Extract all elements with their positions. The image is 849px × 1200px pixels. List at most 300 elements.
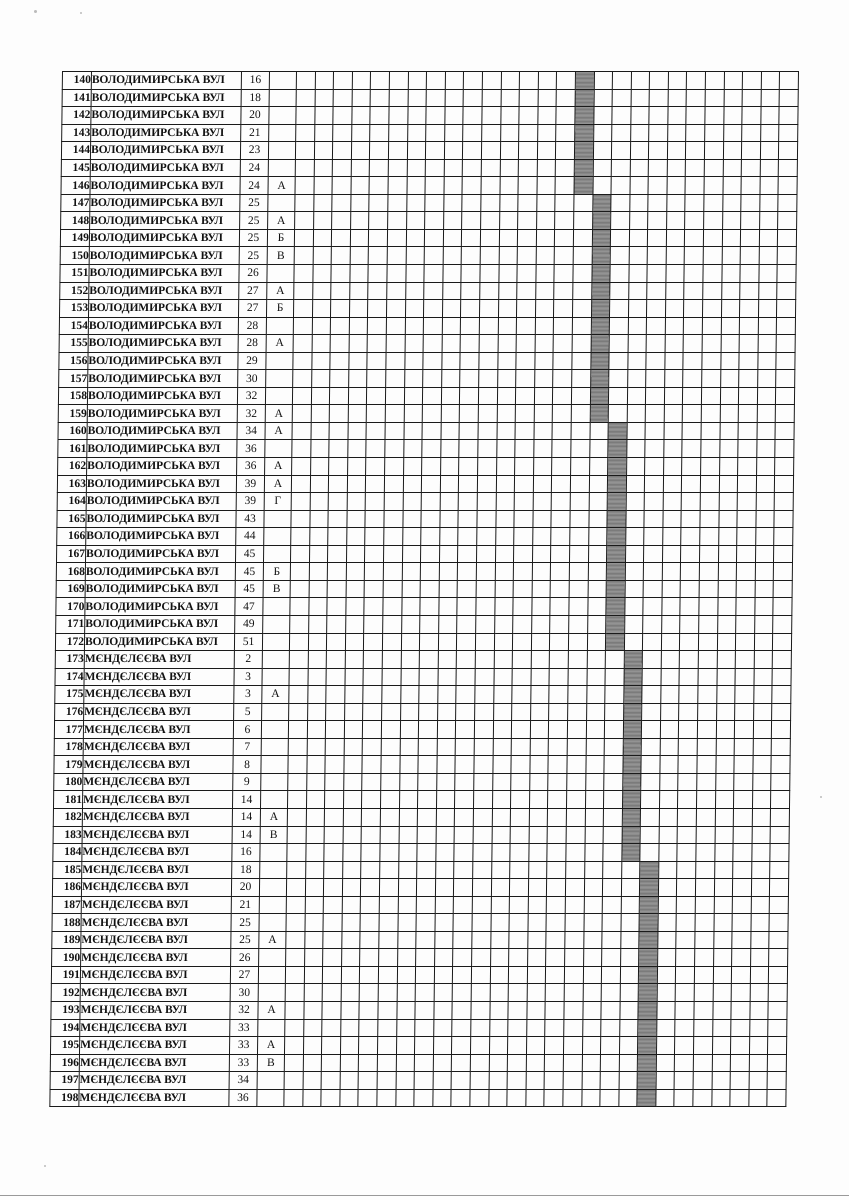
grid-cell [552, 422, 571, 440]
grid-cell [518, 177, 537, 195]
grid-cell [601, 984, 620, 1002]
grid-cell [444, 142, 463, 160]
house-number: 33 [229, 1054, 257, 1072]
grid-cell [406, 247, 425, 265]
row-number: 175 [55, 686, 84, 704]
grid-cell [656, 1037, 675, 1055]
grid-cell [294, 229, 313, 247]
grid-cell [346, 545, 365, 563]
grid-cell [527, 984, 546, 1002]
grid-cell [515, 458, 534, 476]
grid-cell [536, 212, 555, 230]
grid-cell [582, 1001, 601, 1019]
grid-cell [294, 265, 313, 283]
grid-cell [437, 756, 456, 774]
grid-cell [685, 247, 704, 265]
shaded-mark-cell [608, 458, 627, 476]
grid-cell [683, 387, 702, 405]
grid-cell [567, 721, 586, 739]
grid-cell [473, 844, 492, 862]
row-number: 161 [58, 440, 87, 458]
grid-cell [363, 668, 382, 686]
grid-cell [777, 335, 796, 353]
house-letter [261, 756, 288, 774]
grid-cell [531, 668, 550, 686]
grid-cell [585, 756, 604, 774]
grid-cell [779, 159, 798, 177]
grid-cell [680, 651, 699, 669]
grid-cell [533, 458, 552, 476]
grid-cell [519, 107, 538, 125]
grid-cell [329, 458, 348, 476]
shaded-mark-cell [592, 194, 611, 212]
grid-cell [721, 352, 740, 370]
house-number: 2 [234, 651, 262, 669]
grid-cell [757, 387, 776, 405]
grid-cell [563, 1037, 582, 1055]
row-number: 185 [53, 861, 82, 879]
grid-cell [341, 984, 360, 1002]
grid-cell [439, 528, 458, 546]
shaded-mark-cell [624, 651, 643, 669]
grid-cell [627, 405, 646, 423]
grid-cell [476, 580, 495, 598]
grid-cell [456, 721, 475, 739]
grid-cell [330, 370, 349, 388]
table-row [61, 142, 797, 160]
grid-cell [589, 440, 608, 458]
grid-cell [550, 633, 569, 651]
table-row [57, 475, 793, 493]
grid-cell [603, 879, 622, 897]
grid-cell [621, 914, 640, 932]
grid-cell [567, 773, 586, 791]
house-number: 33 [230, 1019, 258, 1037]
grid-cell [549, 703, 568, 721]
grid-cell [720, 370, 739, 388]
grid-cell [717, 668, 736, 686]
grid-cell [366, 440, 385, 458]
grid-cell [750, 984, 769, 1002]
grid-cell [460, 335, 479, 353]
grid-cell [659, 861, 678, 879]
grid-cell [498, 265, 517, 283]
grid-cell [494, 651, 513, 669]
grid-cell [511, 721, 530, 739]
grid-cell [761, 89, 780, 107]
grid-cell [421, 493, 440, 511]
grid-cell [322, 984, 341, 1002]
grid-cell [493, 721, 512, 739]
grid-cell [445, 89, 464, 107]
grid-cell [564, 949, 583, 967]
street-name: ВОЛОДИМИРСЬКА ВУЛ [90, 142, 240, 160]
grid-cell [738, 405, 757, 423]
row-number: 165 [57, 510, 86, 528]
grid-cell [474, 703, 493, 721]
shaded-mark-cell [607, 545, 626, 563]
grid-cell [407, 107, 426, 125]
grid-cell [682, 422, 701, 440]
grid-cell [352, 107, 371, 125]
grid-cell [302, 1089, 321, 1107]
grid-cell [288, 756, 307, 774]
grid-cell [699, 563, 718, 581]
grid-cell [308, 633, 327, 651]
grid-cell [704, 212, 723, 230]
grid-cell [406, 194, 425, 212]
grid-cell [643, 615, 662, 633]
house-letter: А [260, 808, 287, 826]
grid-cell [777, 317, 796, 335]
street-name: МЄНДЄЛЄЄВА ВУЛ [81, 896, 231, 914]
grid-cell [513, 580, 532, 598]
grid-cell [626, 493, 645, 511]
grid-cell [740, 317, 759, 335]
grid-cell [767, 1089, 786, 1107]
grid-cell [773, 580, 792, 598]
grid-cell [533, 475, 552, 493]
grid-cell [700, 475, 719, 493]
grid-cell [666, 247, 685, 265]
grid-cell [442, 352, 461, 370]
grid-cell [662, 598, 681, 616]
grid-cell [667, 142, 686, 160]
house-letter [268, 142, 295, 160]
grid-cell [775, 493, 794, 511]
grid-cell [552, 475, 571, 493]
grid-cell [407, 142, 426, 160]
grid-cell [513, 598, 532, 616]
grid-cell [593, 159, 612, 177]
grid-cell [328, 510, 347, 528]
grid-cell [460, 405, 479, 423]
grid-cell [602, 931, 621, 949]
grid-cell [497, 370, 516, 388]
grid-cell [644, 510, 663, 528]
grid-cell [500, 177, 519, 195]
grid-cell [328, 528, 347, 546]
table-row [58, 440, 794, 458]
grid-cell [512, 651, 531, 669]
grid-cell [648, 194, 667, 212]
grid-cell [367, 387, 386, 405]
house-letter [265, 387, 292, 405]
grid-cell [401, 668, 420, 686]
grid-cell [554, 282, 573, 300]
grid-cell [719, 475, 738, 493]
grid-cell [471, 1019, 490, 1037]
grid-cell [718, 598, 737, 616]
house-letter [262, 633, 289, 651]
table-row [61, 212, 797, 230]
grid-cell [759, 212, 778, 230]
street-name: ВОЛОДИМИРСЬКА ВУЛ [86, 510, 236, 528]
grid-cell [440, 458, 459, 476]
grid-cell [556, 124, 575, 142]
grid-cell [292, 405, 311, 423]
grid-cell [364, 633, 383, 651]
grid-cell [757, 370, 776, 388]
grid-cell [507, 1089, 526, 1107]
grid-cell [545, 1037, 564, 1055]
grid-cell [733, 826, 752, 844]
grid-cell [424, 282, 443, 300]
grid-cell [386, 335, 405, 353]
grid-cell [533, 493, 552, 511]
grid-cell [664, 440, 683, 458]
grid-cell [380, 808, 399, 826]
grid-cell [742, 142, 761, 160]
grid-cell [405, 265, 424, 283]
grid-cell [324, 808, 343, 826]
grid-cell [478, 458, 497, 476]
grid-cell [434, 949, 453, 967]
grid-cell [308, 668, 327, 686]
grid-cell [555, 212, 574, 230]
grid-cell [665, 370, 684, 388]
grid-cell [363, 738, 382, 756]
grid-cell [694, 1037, 713, 1055]
street-name: ВОЛОДИМИРСЬКА ВУЛ [89, 265, 239, 283]
street-name: МЄНДЄЛЄЄВА ВУЛ [84, 651, 234, 669]
grid-cell [516, 335, 535, 353]
row-number: 145 [61, 159, 90, 177]
table-row [62, 124, 798, 142]
grid-cell [383, 598, 402, 616]
grid-cell [499, 194, 518, 212]
grid-cell [293, 317, 312, 335]
row-number: 176 [55, 703, 84, 721]
grid-cell [475, 686, 494, 704]
grid-cell [556, 142, 575, 160]
row-number: 164 [57, 493, 86, 511]
grid-cell [453, 931, 472, 949]
grid-cell [677, 861, 696, 879]
grid-cell [308, 615, 327, 633]
grid-cell [715, 844, 734, 862]
grid-cell [482, 107, 501, 125]
grid-cell [286, 879, 305, 897]
table-row [60, 229, 796, 247]
grid-cell [528, 861, 547, 879]
grid-cell [780, 72, 799, 90]
grid-cell [289, 668, 308, 686]
shaded-mark-cell [638, 1019, 657, 1037]
grid-cell [772, 721, 791, 739]
grid-cell [333, 72, 352, 90]
grid-cell [554, 317, 573, 335]
grid-cell [420, 598, 439, 616]
grid-cell [619, 1037, 638, 1055]
grid-cell [735, 668, 754, 686]
grid-cell [723, 159, 742, 177]
grid-cell [403, 475, 422, 493]
house-letter: А [268, 212, 295, 230]
grid-cell [364, 598, 383, 616]
grid-cell [407, 159, 426, 177]
grid-cell [619, 1054, 638, 1072]
shaded-mark-cell [592, 247, 611, 265]
grid-cell [379, 949, 398, 967]
grid-cell [741, 194, 760, 212]
grid-cell [343, 844, 362, 862]
grid-cell [380, 844, 399, 862]
shaded-mark-cell [623, 756, 642, 774]
grid-cell [718, 545, 737, 563]
grid-cell [378, 984, 397, 1002]
house-number: 14 [232, 826, 260, 844]
grid-cell [684, 317, 703, 335]
grid-cell [665, 335, 684, 353]
street-name: ВОЛОДИМИРСЬКА ВУЛ [88, 300, 238, 318]
grid-cell [456, 686, 475, 704]
shaded-mark-cell [591, 265, 610, 283]
grid-cell [686, 142, 705, 160]
grid-cell [721, 282, 740, 300]
grid-cell [695, 949, 714, 967]
grid-cell [780, 89, 799, 107]
grid-cell [628, 282, 647, 300]
grid-cell [553, 352, 572, 370]
grid-cell [342, 914, 361, 932]
shaded-mark-cell [590, 387, 609, 405]
grid-cell [493, 686, 512, 704]
grid-cell [380, 826, 399, 844]
grid-cell [517, 229, 536, 247]
grid-cell [388, 194, 407, 212]
grid-cell [547, 879, 566, 897]
grid-cell [517, 265, 536, 283]
shaded-mark-cell [639, 949, 658, 967]
grid-cell [712, 1019, 731, 1037]
grid-cell [498, 282, 517, 300]
grid-cell [571, 440, 590, 458]
house-number: 25 [239, 247, 267, 265]
grid-cell [425, 177, 444, 195]
shaded-mark-cell [592, 212, 611, 230]
grid-cell [755, 598, 774, 616]
grid-cell [290, 615, 309, 633]
grid-cell [440, 510, 459, 528]
grid-cell [341, 1001, 360, 1019]
grid-cell [327, 633, 346, 651]
grid-cell [491, 879, 510, 897]
grid-cell [329, 405, 348, 423]
grid-cell [663, 528, 682, 546]
grid-cell [341, 966, 360, 984]
grid-cell [538, 107, 557, 125]
street-name: ВОЛОДИМИРСЬКА ВУЛ [89, 229, 239, 247]
grid-cell [498, 335, 517, 353]
grid-cell [326, 703, 345, 721]
grid-cell [724, 72, 743, 90]
shaded-mark-cell [574, 142, 593, 160]
grid-cell [500, 159, 519, 177]
grid-cell [367, 405, 386, 423]
grid-cell [698, 633, 717, 651]
grid-cell [424, 265, 443, 283]
grid-cell [568, 686, 587, 704]
grid-cell [713, 1001, 732, 1019]
grid-cell [686, 124, 705, 142]
grid-cell [343, 826, 362, 844]
shaded-mark-cell [575, 72, 594, 90]
grid-cell [659, 844, 678, 862]
grid-cell [426, 107, 445, 125]
grid-cell [369, 247, 388, 265]
shaded-mark-cell [607, 510, 626, 528]
grid-cell [473, 791, 492, 809]
grid-cell [717, 651, 736, 669]
grid-cell [475, 651, 494, 669]
grid-cell [610, 265, 629, 283]
grid-cell [462, 194, 481, 212]
grid-cell [720, 405, 739, 423]
grid-cell [627, 370, 646, 388]
grid-cell [321, 1089, 340, 1107]
grid-cell [684, 335, 703, 353]
street-name: ВОЛОДИМИРСЬКА ВУЛ [89, 247, 239, 265]
grid-cell [433, 1037, 452, 1055]
grid-cell [778, 247, 797, 265]
grid-cell [642, 721, 661, 739]
grid-cell [327, 580, 346, 598]
grid-cell [647, 265, 666, 283]
house-number: 30 [230, 984, 258, 1002]
grid-cell [705, 107, 724, 125]
grid-cell [366, 493, 385, 511]
grid-cell [583, 966, 602, 984]
grid-cell [325, 791, 344, 809]
grid-cell [589, 475, 608, 493]
grid-cell [626, 510, 645, 528]
house-letter [265, 440, 292, 458]
grid-cell [397, 949, 416, 967]
grid-cell [770, 826, 789, 844]
grid-cell [751, 896, 770, 914]
house-number: 6 [233, 721, 261, 739]
grid-cell [387, 229, 406, 247]
house-number: 26 [239, 265, 267, 283]
grid-cell [369, 212, 388, 230]
grid-cell [750, 1019, 769, 1037]
grid-cell [528, 914, 547, 932]
grid-cell [379, 879, 398, 897]
grid-cell [305, 861, 324, 879]
house-letter [258, 984, 285, 1002]
grid-cell [323, 914, 342, 932]
grid-cell [678, 756, 697, 774]
shaded-mark-cell [624, 668, 643, 686]
grid-cell [775, 422, 794, 440]
grid-cell [719, 458, 738, 476]
row-number: 147 [61, 194, 90, 212]
table-row [52, 896, 788, 914]
grid-cell [362, 808, 381, 826]
grid-cell [612, 124, 631, 142]
grid-cell [285, 1001, 304, 1019]
grid-cell [437, 703, 456, 721]
grid-cell [534, 422, 553, 440]
grid-cell [566, 844, 585, 862]
house-number: 28 [238, 317, 266, 335]
grid-cell [326, 651, 345, 669]
grid-cell [625, 580, 644, 598]
grid-cell [601, 1037, 620, 1055]
grid-cell [434, 1001, 453, 1019]
grid-cell [566, 791, 585, 809]
